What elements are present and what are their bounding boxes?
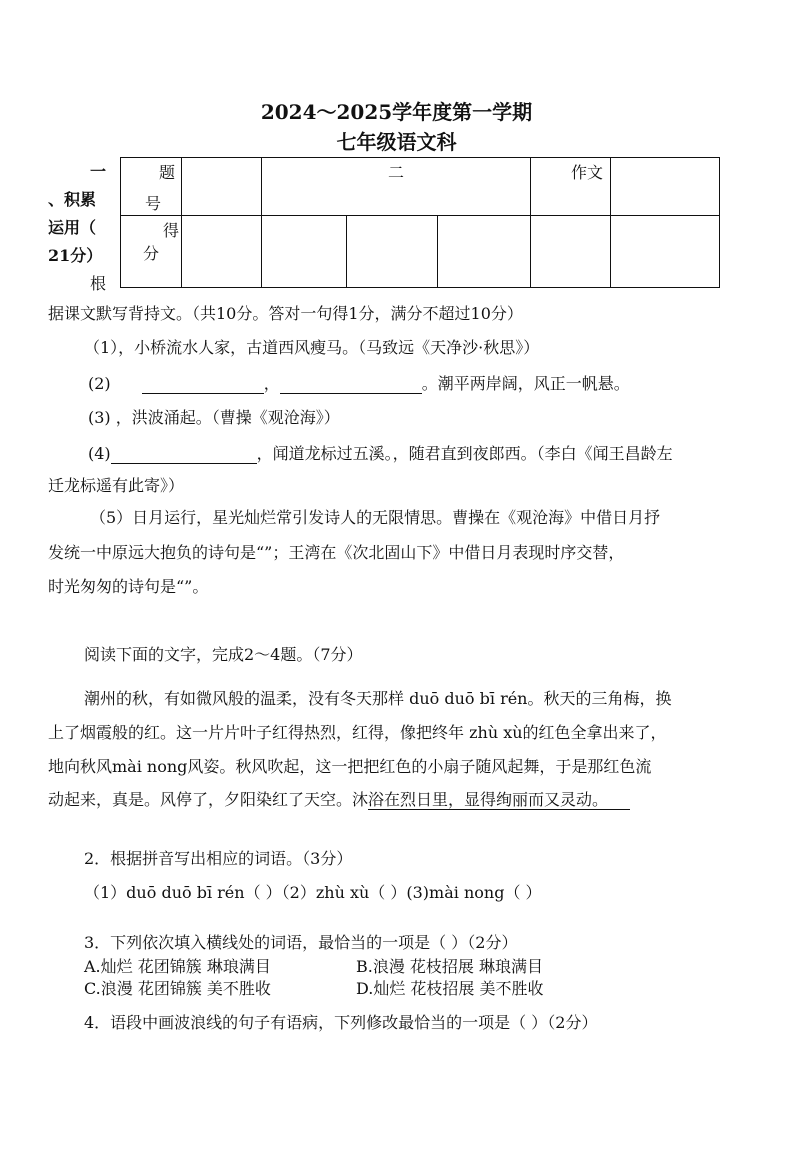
q1-item1: （1），小桥流水人家，古道西风瘦马。（马致远《天净沙·秋思》） (84, 338, 540, 357)
q3-option-b[interactable]: B.浪漫 花枝招展 琳琅满目 (356, 957, 544, 976)
q3-option-a[interactable]: A.灿烂 花团锦簇 琳琅满目 (84, 957, 271, 976)
q3-stem: 3．下列依次填入横线处的词语，最恰当的一项是（ ）（2分） (84, 933, 518, 952)
q1-item2: (2) ， 。潮平两岸阔，风正一帆悬。 (88, 374, 630, 393)
q1-item5-line2: 发统一中原远大抱负的诗句是“”；王湾在《次北固山下》中借日月表现时序交替， (48, 543, 625, 562)
score-cell[interactable] (531, 216, 611, 288)
q2-blanks: （1）duō duō bī rén（ ）（2）zhù xù（ ）(3)mài nong（ ） (84, 883, 542, 902)
reading-para-line2: 上了烟霞般的红。这一片片叶子红得热烈，红得，像把终年 zhù xù的红色全拿出来了， (48, 723, 667, 742)
exam-subtitle: 七年级语文科 (336, 130, 457, 154)
score-cell[interactable] (182, 216, 262, 288)
q1-item3: (3) ，洪波涌起。（曹操《观沧海》） (88, 408, 340, 427)
q1-item2-blank-a[interactable] (142, 393, 264, 394)
table-cell (182, 158, 262, 216)
table-cell (611, 158, 720, 216)
table-header-cell: 得 分 (121, 216, 182, 288)
score-cell[interactable] (438, 216, 531, 288)
q1-item4-blank[interactable] (111, 463, 257, 464)
reading-para-line3: 地向秋风mài nong风姿。秋风吹起，这一把把红色的小扇子随风起舞，于是那红色流 (48, 757, 652, 776)
score-cell[interactable] (347, 216, 438, 288)
q1-item5-line1: （5）日月运行，星光灿烂常引发诗人的无限情思。曹操在《观沧海》中借日月抒 (90, 508, 661, 527)
reading-intro: 阅读下面的文字，完成2～4题。（7分） (84, 645, 363, 664)
q1-item5-line3: 时光匆匆的诗句是“”。 (48, 577, 209, 596)
q2-stem: 2．根据拼音写出相应的词语。（3分） (84, 849, 353, 868)
section1-side-label: 一 、积累 运用（ 21分） 根 (48, 162, 106, 293)
q3-option-c[interactable]: C.浪漫 花团锦簇 美不胜收 (84, 979, 271, 998)
q4-stem: 4．语段中画波浪线的句子有语病，下列修改最恰当的一项是（ ）（2分） (84, 1013, 598, 1032)
q1-item4-cont: 迁龙标遥有此寄》） (48, 476, 185, 495)
reading-para-line4: 动起来，真是。风停了，夕阳染红了天空。沐浴在烈日里，显得绚丽而又灵动。 (48, 787, 630, 810)
exam-title: 2024～2025学年度第一学期 (260, 100, 533, 124)
table-col-two: 二 (262, 158, 531, 216)
reading-para-line1: 潮州的秋，有如微风般的温柔，没有冬天那样 duō duō bī rén。秋天的三角梅，换 (84, 689, 672, 708)
score-cell[interactable] (611, 216, 720, 288)
table-header-cell: 题 号 (121, 158, 182, 216)
section1-instruction: 据课文默写背持文。（共10分。答对一句得1分，满分不超过10分） (48, 304, 523, 323)
q3-option-d[interactable]: D.灿烂 花枝招展 美不胜收 (356, 979, 544, 998)
score-cell[interactable] (262, 216, 347, 288)
score-table (120, 157, 720, 288)
table-col-essay: 作文 (531, 158, 611, 216)
wavy-sentence: 浴在烈日里，显得绚丽而又灵动。 (368, 790, 609, 809)
q1-item2-blank-b[interactable] (280, 393, 422, 394)
q1-item4: (4) ，闻道龙标过五溪。，随君直到夜郎西。（李白《闻王昌龄左 (88, 444, 673, 463)
